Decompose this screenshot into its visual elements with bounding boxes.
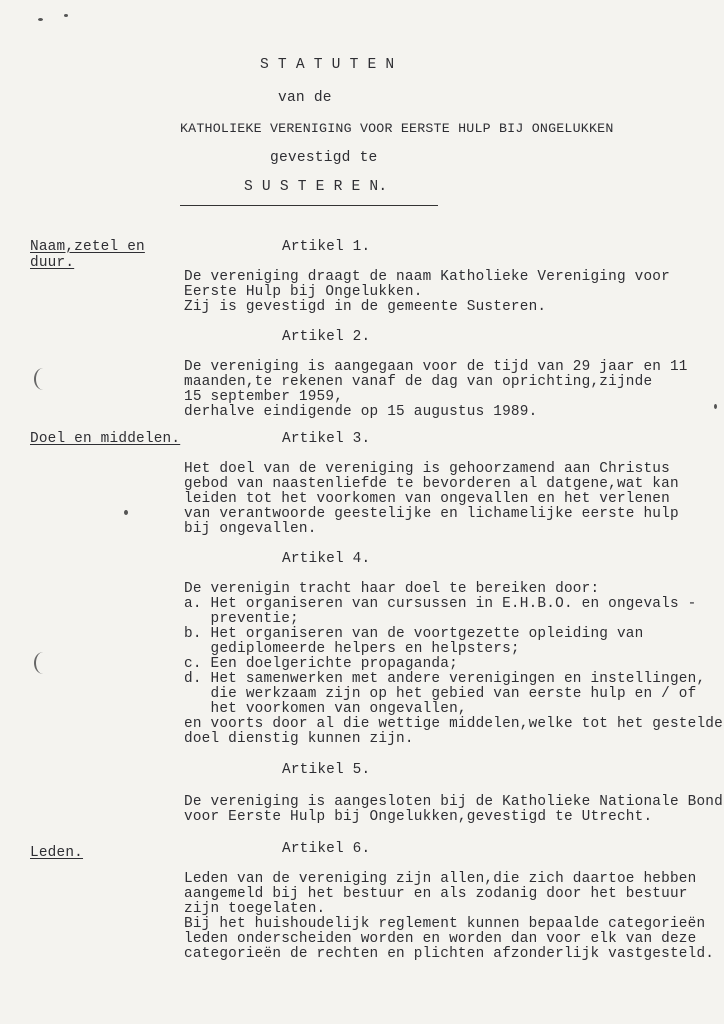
margin-note-leden: Leden. bbox=[30, 845, 84, 861]
article-2-heading: Artikel 2. bbox=[282, 329, 371, 345]
article-3-heading: Artikel 3. bbox=[282, 431, 371, 447]
article-4-line: gediplomeerde helpers en helpsters; bbox=[184, 641, 520, 657]
margin-note-naam-2: duur. bbox=[30, 255, 75, 271]
article-2-line: maanden,te rekenen vanaf de dag van oprichting,zijnde bbox=[184, 374, 653, 390]
article-4-line: preventie; bbox=[184, 611, 299, 627]
article-6-heading: Artikel 6. bbox=[282, 841, 371, 857]
article-3-line: leiden tot het voorkomen van ongevallen en het verlenen bbox=[184, 491, 670, 507]
article-4-line: b. Het organiseren van de voortgezette opleiding van bbox=[184, 626, 644, 642]
article-5-line: voor Eerste Hulp bij Ongelukken,gevestigd te Utrecht. bbox=[184, 809, 653, 825]
article-4-line: d. Het samenwerken met andere verenigingen en instellingen, bbox=[184, 671, 706, 687]
article-6-line: leden onderscheiden worden en worden dan voor elk van deze bbox=[184, 931, 697, 947]
article-3-line: bij ongevallen. bbox=[184, 521, 317, 537]
article-4-line: doel dienstig kunnen zijn. bbox=[184, 731, 414, 747]
article-6-line: zijn toegelaten. bbox=[184, 901, 326, 917]
article-6-line: Leden van de vereniging zijn allen,die zich daartoe hebben bbox=[184, 871, 697, 887]
doc-title: S T A T U T E N bbox=[260, 57, 395, 73]
article-5-line: De vereniging is aangesloten bij de Katholieke Nationale Bond bbox=[184, 794, 723, 810]
header-van-de: van de bbox=[278, 90, 332, 106]
article-1-line: De vereniging draagt de naam Katholieke Vereniging voor bbox=[184, 269, 670, 285]
article-4-line: het voorkomen van ongevallen, bbox=[184, 701, 467, 717]
article-6-line: categorieën de rechten en plichten afzonderlijk vastgesteld. bbox=[184, 946, 715, 962]
header-town: S U S T E R E N. bbox=[244, 179, 388, 195]
ink-speck bbox=[64, 14, 68, 17]
article-4-line: en voorts door al die wettige middelen,welke tot het gestelde bbox=[184, 716, 723, 732]
article-1-line: Eerste Hulp bij Ongelukken. bbox=[184, 284, 423, 300]
ink-speck bbox=[714, 404, 717, 409]
article-1-heading: Artikel 1. bbox=[282, 239, 371, 255]
article-4-line: a. Het organiseren van cursussen in E.H.B.O. en ongevals - bbox=[184, 596, 697, 612]
margin-note-doel: Doel en middelen. bbox=[30, 431, 181, 447]
ink-speck bbox=[124, 510, 128, 515]
article-3-line: Het doel van de vereniging is gehoorzamend aan Christus bbox=[184, 461, 670, 477]
article-4-line: c. Een doelgerichte propaganda; bbox=[184, 656, 458, 672]
article-3-line: van verantwoorde geestelijke en lichamelijke eerste hulp bbox=[184, 506, 679, 522]
margin-note-naam-1: Naam,zetel en bbox=[30, 239, 145, 255]
article-2-line: De vereniging is aangegaan voor de tijd van 29 jaar en 11 bbox=[184, 359, 688, 375]
article-5-heading: Artikel 5. bbox=[282, 762, 371, 778]
article-2-line: derhalve eindigende op 15 augustus 1989. bbox=[184, 404, 538, 420]
article-6-line: aangemeld bij het bestuur en als zodanig door het bestuur bbox=[184, 886, 688, 902]
article-1-line: Zij is gevestigd in de gemeente Susteren. bbox=[184, 299, 547, 315]
article-4-line: die werkzaam zijn op het gebied van eerste hulp en / of bbox=[184, 686, 697, 702]
ink-speck bbox=[38, 18, 43, 21]
header-association-name: KATHOLIEKE VERENIGING VOOR EERSTE HULP BIJ ONGELUKKEN bbox=[180, 121, 614, 136]
article-4-line: De verenigin tracht haar doel te bereiken door: bbox=[184, 581, 600, 597]
article-3-line: gebod van naastenliefde te bevorderen al datgene,wat kan bbox=[184, 476, 679, 492]
article-6-line: Bij het huishoudelijk reglement kunnen bepaalde categorieën bbox=[184, 916, 706, 932]
article-2-line: 15 september 1959, bbox=[184, 389, 344, 405]
punch-hole-mark-lower bbox=[34, 652, 52, 674]
header-gevestigd-te: gevestigd te bbox=[270, 150, 378, 166]
punch-hole-mark-upper bbox=[34, 368, 52, 390]
article-4-heading: Artikel 4. bbox=[282, 551, 371, 567]
header-divider bbox=[180, 205, 438, 206]
